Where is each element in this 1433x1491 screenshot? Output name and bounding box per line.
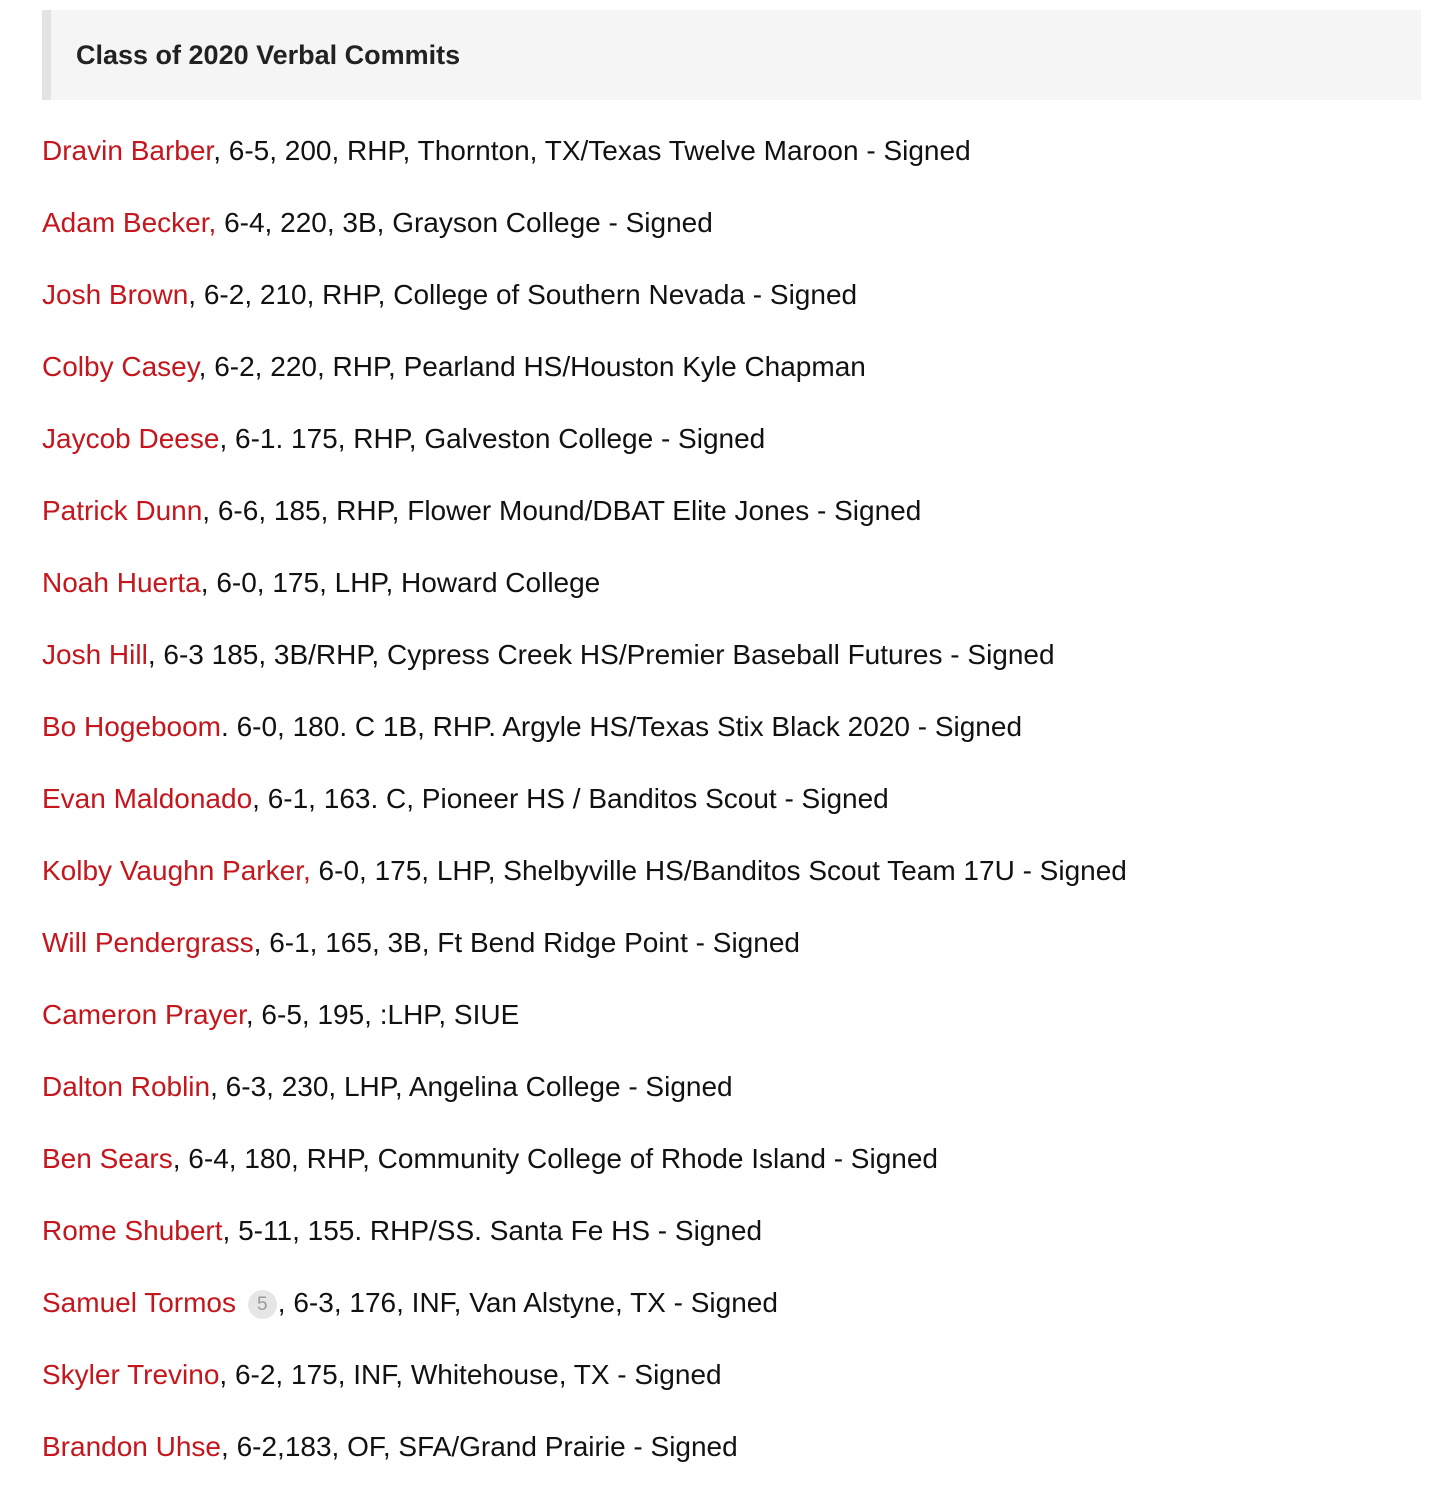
player-link-maldonado[interactable]: Evan Maldonado: [42, 783, 253, 814]
commit-list: [42, 115, 1422, 1483]
commit-row-becker: [42, 187, 1422, 259]
player-link-tormos[interactable]: Samuel Tormos: [42, 1287, 237, 1318]
commit-row-shubert: [42, 1195, 1422, 1267]
commit-row-dunn: [42, 475, 1422, 547]
player-link-hogeboom[interactable]: Bo Hogeboom: [42, 711, 222, 742]
page-title: Class of 2020 Verbal Commits: [76, 40, 461, 70]
player-link-uhse[interactable]: Brandon Uhse: [42, 1431, 222, 1462]
player-details: . 6-0, 180. C 1B, RHP. Argyle HS/Texas Stix Black 2020 - Signed: [221, 711, 1023, 742]
commit-row-hogeboom: [42, 691, 1422, 763]
player-details: 6-4, 220, 3B, Grayson College - Signed: [216, 207, 713, 238]
player-details: 6-0, 175, LHP, Shelbyville HS/Banditos Scout Team 17U - Signed: [310, 855, 1127, 886]
player-link-deese[interactable]: Jaycob Deese: [42, 423, 220, 454]
player-link-roblin[interactable]: Dalton Roblin: [42, 1071, 211, 1102]
player-link-hill[interactable]: Josh Hill: [42, 639, 148, 670]
player-link-pendergrass[interactable]: Will Pendergrass: [42, 927, 254, 958]
player-link-sears[interactable]: Ben Sears: [42, 1143, 173, 1174]
player-details: , 5-11, 155. RHP/SS. Santa Fe HS - Signed: [222, 1215, 763, 1246]
commit-row-brown: [42, 259, 1422, 331]
commit-row-huerta: [42, 547, 1422, 619]
section-header: [42, 10, 1421, 100]
commit-row-pendergrass: [42, 907, 1422, 979]
commit-row-hill: [42, 619, 1422, 691]
commit-row-roblin: [42, 1051, 1422, 1123]
commit-row-deese: [42, 403, 1422, 475]
player-details: , 6-3 185, 3B/RHP, Cypress Creek HS/Premier Baseball Futures - Signed: [147, 639, 1055, 670]
player-link-barber[interactable]: Dravin Barber: [42, 135, 214, 166]
commit-row-trevino: [42, 1339, 1422, 1411]
player-details: , 6-2,183, OF, SFA/Grand Prairie - Signed: [221, 1431, 738, 1462]
player-link-prayer[interactable]: Cameron Prayer: [42, 999, 246, 1030]
player-details: , 6-1, 163. C, Pioneer HS / Banditos Scout - Signed: [252, 783, 889, 814]
player-link-dunn[interactable]: Patrick Dunn: [42, 495, 203, 526]
player-link-huerta[interactable]: Noah Huerta: [42, 567, 201, 598]
commit-row-uhse: [42, 1411, 1422, 1483]
player-link-shubert[interactable]: Rome Shubert: [42, 1215, 223, 1246]
commit-row-casey: [42, 331, 1422, 403]
player-link-trevino[interactable]: Skyler Trevino: [42, 1359, 220, 1390]
player-details: , 6-4, 180, RHP, Community College of Rhode Island - Signed: [172, 1143, 938, 1174]
player-link-brown[interactable]: Josh Brown: [42, 279, 189, 310]
player-details: , 6-3, 176, INF, Van Alstyne, TX - Signed: [277, 1287, 778, 1318]
player-details: , 6-5, 195, :LHP, SIUE: [245, 999, 520, 1030]
player-details: , 6-1, 165, 3B, Ft Bend Ridge Point - Signed: [253, 927, 800, 958]
player-link-casey[interactable]: Colby Casey: [42, 351, 199, 382]
player-details: , 6-3, 230, LHP, Angelina College - Signed: [210, 1071, 733, 1102]
player-details: , 6-2, 210, RHP, College of Southern Nevada - Signed: [188, 279, 858, 310]
player-details: , 6-2, 220, RHP, Pearland HS/Houston Kyle Chapman: [198, 351, 866, 382]
commit-row-sears: [42, 1123, 1422, 1195]
commit-row-parker: [42, 835, 1422, 907]
commit-row-tormos: [42, 1267, 1422, 1339]
player-link-parker[interactable]: Kolby Vaughn Parker,: [42, 855, 311, 886]
player-link-becker[interactable]: Adam Becker,: [42, 207, 217, 238]
player-details: , 6-2, 175, INF, Whitehouse, TX - Signed: [219, 1359, 722, 1390]
commit-row-prayer: [42, 979, 1422, 1051]
player-details: , 6-6, 185, RHP, Flower Mound/DBAT Elite Jones - Signed: [202, 495, 922, 526]
commit-row-maldonado: [42, 763, 1422, 835]
player-details: , 6-1. 175, RHP, Galveston College - Signed: [219, 423, 766, 454]
mention-count-badge[interactable]: 5: [248, 1290, 277, 1319]
player-details: , 6-5, 200, RHP, Thornton, TX/Texas Twelve Maroon - Signed: [213, 135, 971, 166]
player-details: , 6-0, 175, LHP, Howard College: [200, 567, 601, 598]
commit-row-barber: [42, 115, 1422, 187]
